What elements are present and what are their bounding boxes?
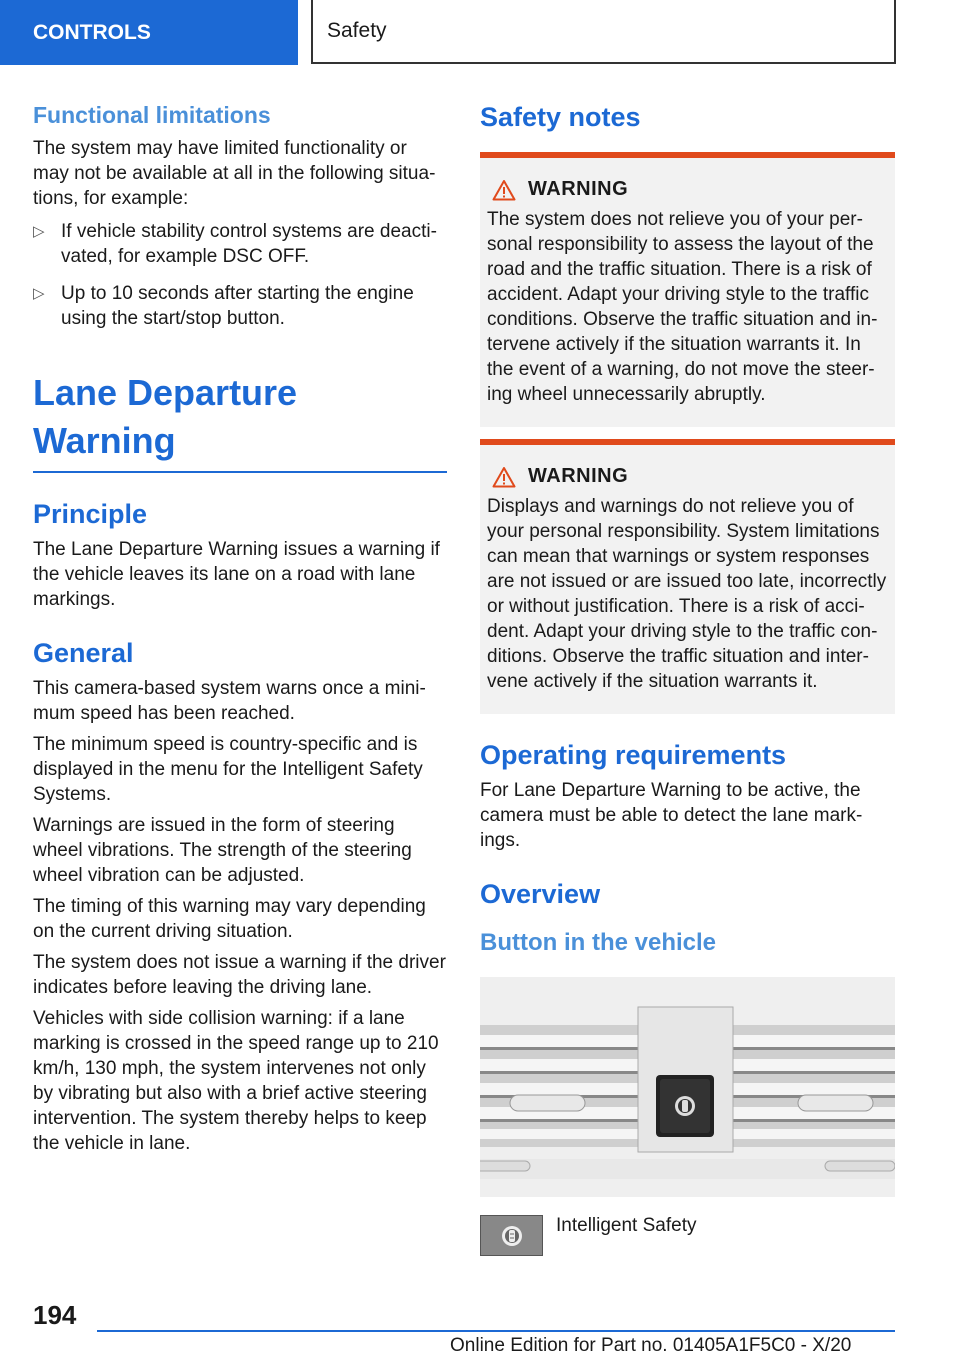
principle-heading: Principle <box>33 499 148 529</box>
operating-requirements-text: For Lane Departure Warning to be active, the camera must be able to detect the lane markings. <box>480 780 863 851</box>
warning-text: Displays and warnings do not relieve you of your personal responsibility. System limitations can mean that warnings or system responses are not issued or are issued too late, incorrectly or without justification. There is a risk of accident. Adapt your driving style to the traffic conditions. Observe the traffic situation and intervene actively if the situation warrants it. <box>487 496 887 692</box>
section-tab <box>0 0 298 65</box>
triangle-right-icon: ▷ <box>33 285 45 302</box>
legend-row <box>480 1215 895 1256</box>
warning-triangle-icon <box>492 466 516 488</box>
warning-triangle-icon <box>492 179 516 201</box>
warning-box <box>480 152 895 427</box>
right-column <box>480 100 895 1256</box>
vehicle-button-photo <box>480 977 895 1197</box>
warning-title: WARNING <box>528 465 629 487</box>
general-paragraph: Warnings are issued in the form of steering wheel vibrations. The strength of the steering wheel vibration can be adjusted. <box>33 815 412 886</box>
safety-notes-heading: Safety notes <box>480 102 641 132</box>
operating-requirements-heading: Operating requirements <box>480 740 787 770</box>
footer-divider <box>97 1330 895 1332</box>
functional-limitations-intro: The system may have limited functionality or may not be available at all in the following situations, for example: <box>33 138 436 209</box>
chapter-tab <box>311 0 896 64</box>
page-number: 194 <box>33 1300 77 1330</box>
general-heading: General <box>33 638 134 668</box>
legend-label: Intelligent Safety <box>556 1215 697 1236</box>
page-title: Lane Departure Warning <box>33 369 447 473</box>
general-paragraph: The minimum speed is country-specific and is displayed in the menu for the Intelligent Safety Systems. <box>33 734 423 805</box>
warning-title: WARNING <box>528 178 629 200</box>
intelligent-safety-button-icon <box>675 1096 695 1116</box>
footer-edition: Online Edition for Part no. 01405A1F5C0 - X/20 <box>450 1335 852 1356</box>
general-paragraph: The timing of this warning may vary depending on the current driving situation. <box>33 896 426 942</box>
left-column <box>33 100 447 1162</box>
functional-limitations-heading: Functional limitations <box>33 102 271 128</box>
air-vent-illustration <box>480 977 895 1197</box>
principle-text: The Lane Departure Warning issues a warning if the vehicle leaves its lane on a road with lane markings. <box>33 539 440 610</box>
intelligent-safety-button-icon <box>480 1215 543 1256</box>
warning-header <box>487 465 887 488</box>
general-paragraph: This camera-based system warns once a minimum speed has been reached. <box>33 678 426 724</box>
general-paragraph: The system does not issue a warning if the driver indicates before leaving the driving lane. <box>33 952 446 998</box>
button-in-vehicle-heading: Button in the vehicle <box>480 929 717 956</box>
general-paragraph: Vehicles with side collision warning: if a lane marking is crossed in the speed range up to 210 km/h, 130 mph, the system intervenes not only by vibrating but also with a brief active steering intervention. The system thereby helps to keep the vehicle in lane. <box>33 1008 439 1154</box>
warning-text: The system does not relieve you of your personal responsibility to assess the layout of the road and the traffic situation. There is a risk of accident. Adapt your driving style to the traffic conditions. Observe the traffic situation and intervene actively if the situation warrants it. In the event of a warning, do not move the steering wheel unnecessarily abruptly. <box>487 209 878 405</box>
section-tab-label: CONTROLS <box>33 20 151 44</box>
chapter-tab-label: Safety <box>327 19 387 42</box>
list-item: ▷ Up to 10 seconds after starting the engine using the start/stop button. <box>33 283 414 329</box>
warning-box <box>480 439 895 714</box>
triangle-right-icon: ▷ <box>33 223 45 240</box>
list-item: ▷ If vehicle stability control systems are deactivated, for example DSC OFF. <box>33 221 437 267</box>
overview-heading: Overview <box>480 879 601 909</box>
warning-header <box>487 178 887 201</box>
limitations-list <box>33 219 447 331</box>
